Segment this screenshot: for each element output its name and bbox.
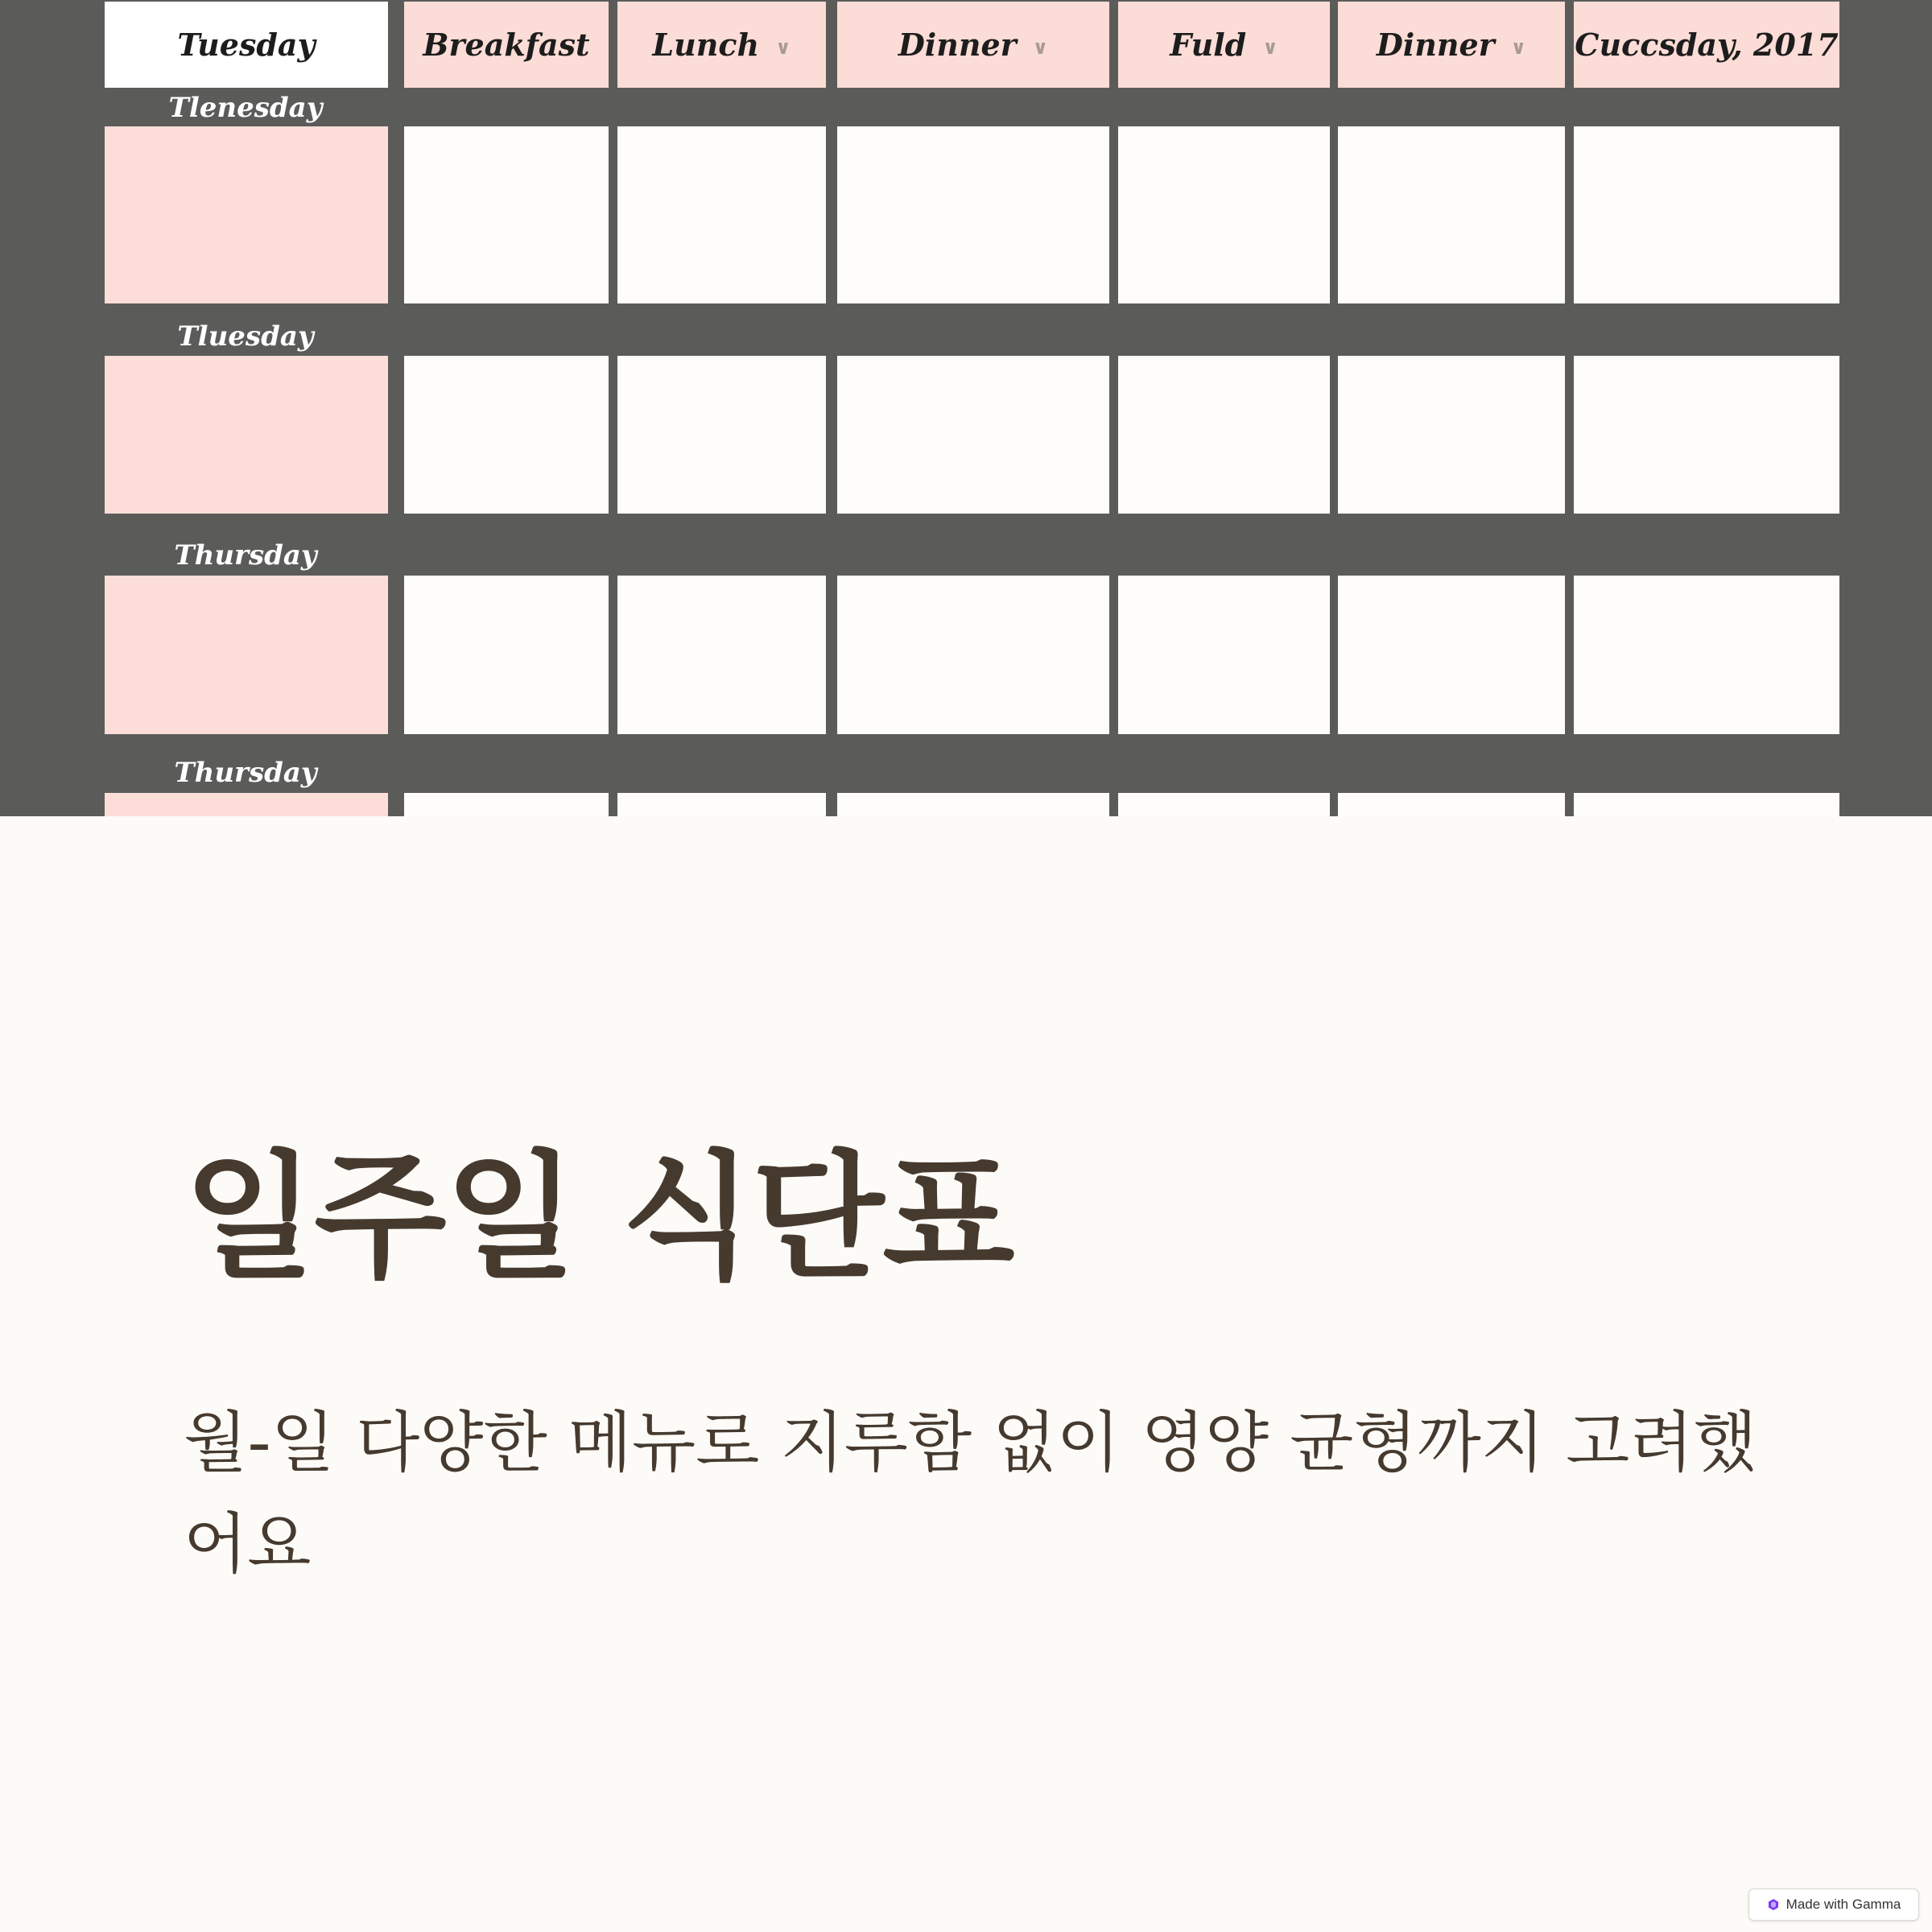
meal-cell	[617, 356, 826, 514]
header-label: Lunch	[652, 27, 760, 63]
day-cell	[105, 356, 388, 514]
day-label: Thursday	[174, 757, 317, 789]
made-with-gamma-badge[interactable]	[1748, 1889, 1919, 1921]
header-cell	[1118, 2, 1330, 88]
header-cell	[617, 2, 826, 88]
header-label: Dinner	[1376, 27, 1495, 63]
meal-cell	[1574, 356, 1839, 514]
header-label: Fuld	[1170, 27, 1247, 63]
meal-cell	[837, 576, 1109, 734]
day-label: Thursday	[174, 539, 317, 572]
badge-label: Made with Gamma	[1785, 1897, 1901, 1912]
header-cell	[404, 2, 609, 88]
meal-cell	[617, 576, 826, 734]
meal-cell	[837, 126, 1109, 303]
header-label: Breakfast	[423, 27, 590, 63]
header-cell	[837, 2, 1109, 88]
day-label: Tlenesday	[168, 92, 323, 124]
page-title: 일주일 식단표	[184, 1138, 1013, 1298]
day-cell	[105, 793, 388, 816]
meal-cell	[404, 576, 609, 734]
header-label: Cuccsday, 2017	[1575, 27, 1839, 63]
meal-cell	[1118, 576, 1330, 734]
header-cell	[1338, 2, 1565, 88]
planner-image	[0, 0, 1932, 816]
meal-cell	[1574, 576, 1839, 734]
chevron-down-icon: ∨	[1262, 35, 1278, 59]
meal-cell	[404, 356, 609, 514]
header-label: Tuesday	[177, 27, 316, 63]
header-cell	[105, 2, 388, 88]
meal-cell	[404, 126, 609, 303]
meal-cell	[837, 356, 1109, 514]
meal-cell	[1118, 126, 1330, 303]
meal-cell	[1574, 793, 1839, 816]
meal-cell	[1338, 356, 1565, 514]
meal-cell	[1338, 126, 1565, 303]
page-subtitle: 월-일 다양한 메뉴로 지루함 없이 영양 균형까지 고려했어요	[184, 1405, 1757, 1583]
meal-cell	[1574, 126, 1839, 303]
meal-cell	[837, 793, 1109, 816]
header-label: Dinner	[898, 27, 1017, 63]
meal-cell	[1338, 793, 1565, 816]
chevron-down-icon: ∨	[775, 35, 791, 59]
meal-cell	[1338, 576, 1565, 734]
meal-cell	[1118, 793, 1330, 816]
day-cell	[105, 126, 388, 303]
meal-cell	[617, 793, 826, 816]
header-cell	[1574, 2, 1839, 88]
day-cell	[105, 576, 388, 734]
meal-cell	[1118, 356, 1330, 514]
day-label: Tluesday	[177, 320, 314, 353]
meal-cell	[617, 126, 826, 303]
gamma-logo-icon	[1767, 1898, 1780, 1911]
chevron-down-icon: ∨	[1032, 35, 1049, 59]
meal-cell	[404, 793, 609, 816]
chevron-down-icon: ∨	[1510, 35, 1527, 59]
